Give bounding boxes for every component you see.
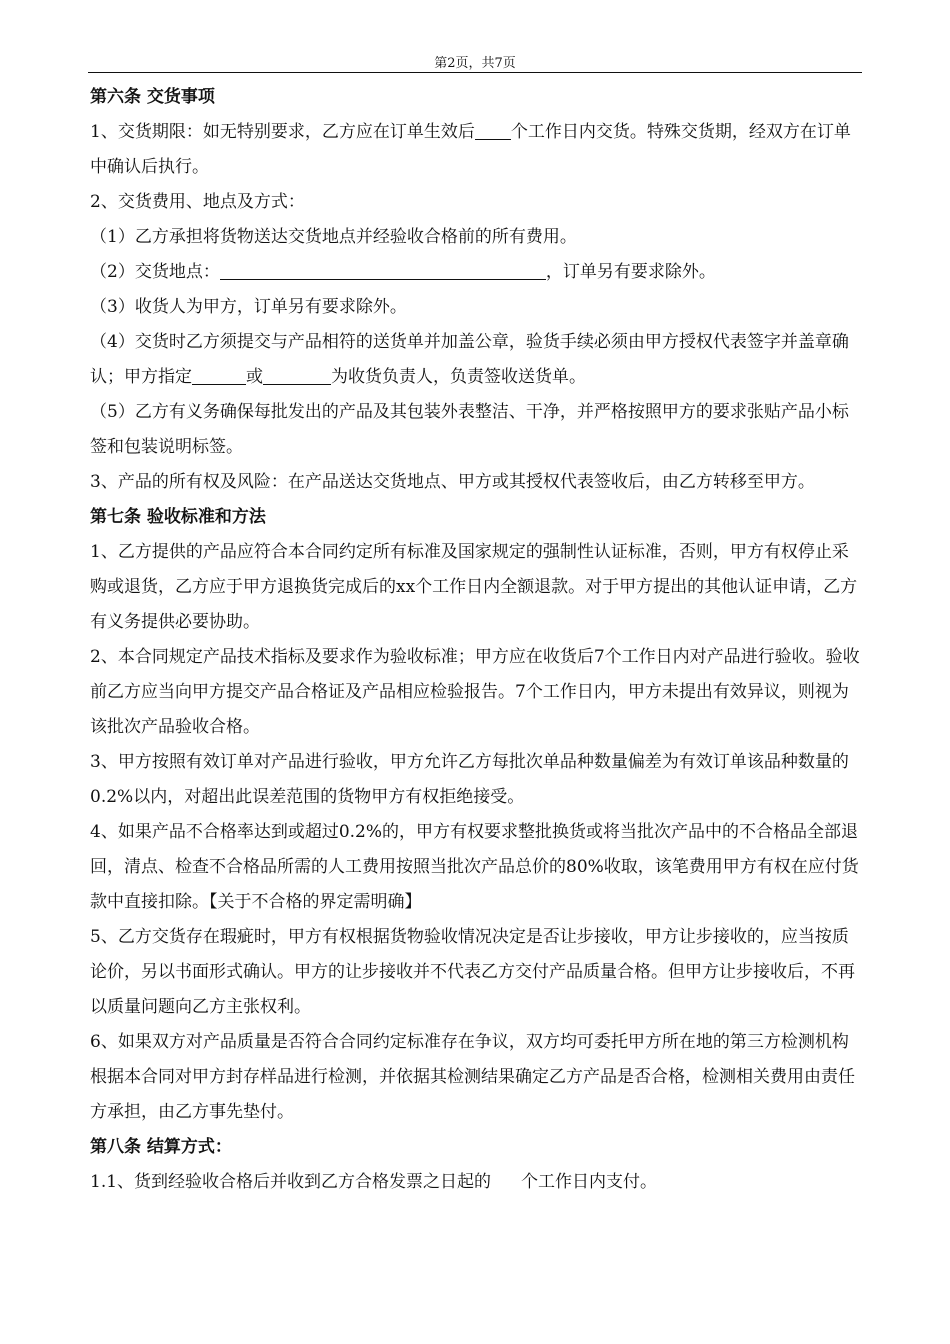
article-6-title: 第六条 交货事项 [90, 87, 215, 107]
article-8-title: 第八条 结算方式： [90, 1137, 232, 1157]
article-6-sub-5: （5）乙方有义务确保每批发出的产品及其包装外表整洁、干净，并严格按照甲方的要求张贴产品小标签和包装说明标签。 [90, 402, 849, 457]
article-6-sub-1: （1）乙方承担将货物送达交货地点并经验收合格前的所有费用。 [90, 227, 577, 247]
article-7-clause-6: 6、如果双方对产品质量是否符合合同约定标准存在争议，双方均可委托甲方所在地的第三方检测机构根据本合同对甲方封存样品进行检测，并依据其检测结果确定乙方产品是否合格，检测相关费用由责任方承担，由乙方事先垫付。 [90, 1032, 855, 1122]
article-6-sub-3: （3）收货人为甲方，订单另有要求除外。 [90, 297, 407, 317]
clause-text: （4）交货时乙方须提交与产品相符的送货单并加盖公章，验货手续必须由甲方授权代表签字并盖章确认；甲方指定 [90, 332, 849, 387]
clause-text: 或 [246, 367, 263, 387]
blank-delivery-location-field [220, 261, 546, 280]
contract-body [90, 80, 862, 1200]
article-7-clause-4: 4、如果产品不合格率达到或超过0.2%的，甲方有权要求整批换货或将当批次产品中的不合格品全部退回，清点、检查不合格品所需的人工费用按照当批次产品总价的80%收取，该笔费用甲方有权在应付货款中直接扣除。【关于不合格的界定需明确】 [90, 822, 859, 912]
page-number-header: 第2页，共7页 [434, 56, 516, 71]
clause-text: 个工作日内交货。特殊交货期，经双方在订单中确认后执行。 [90, 122, 851, 177]
article-6-sub-4 [90, 325, 862, 395]
header-divider [88, 72, 862, 73]
article-6-clause-1 [90, 115, 862, 185]
article-7-clause-1: 1、乙方提供的产品应符合本合同约定所有标准及国家规定的强制性认证标准，否则，甲方有权停止采购或退货，乙方应于甲方退换货完成后的xx个工作日内全额退款。对于甲方提出的其他认证申请，乙方有义务提供必要协助。 [90, 542, 858, 632]
article-7-clause-3: 3、甲方按照有效订单对产品进行验收，甲方允许乙方每批次单品种数量偏差为有效订单该品种数量的0.2%以内，对超出此误差范围的货物甲方有权拒绝接受。 [90, 752, 849, 807]
clause-text: 1、交货期限：如无特别要求，乙方应在订单生效后 [90, 122, 475, 142]
article-6-sub-2 [90, 255, 862, 290]
clause-text: ，订单另有要求除外。 [545, 262, 716, 282]
clause-text: 1.1、货到经验收合格后并收到乙方合格发票之日起的 [90, 1172, 492, 1192]
blank-receiver-1-field [192, 366, 246, 385]
clause-text: 为收货负责人，负责签收送货单。 [331, 367, 586, 387]
article-6-clause-2: 2、交货费用、地点及方式： [90, 192, 305, 212]
clause-text: 个工作日内支付。 [521, 1172, 658, 1192]
clause-text: （2）交货地点： [90, 262, 220, 282]
article-7-title: 第七条 验收标准和方法 [90, 507, 266, 527]
article-6-clause-3: 3、产品的所有权及风险：在产品送达交货地点、甲方或其授权代表签收后，由乙方转移至甲方。 [90, 472, 815, 492]
blank-workdays-field [475, 121, 511, 140]
article-8-clause-1 [90, 1165, 862, 1200]
article-7-clause-5: 5、乙方交货存在瑕疵时，甲方有权根据货物验收情况决定是否让步接收，甲方让步接收的，应当按质论价，另以书面形式确认。甲方的让步接收并不代表乙方交付产品质量合格。但甲方让步接收后，不再以质量问题向乙方主张权利。 [90, 927, 855, 1017]
blank-receiver-2-field [263, 366, 331, 385]
article-7-clause-2: 2、本合同规定产品技术指标及要求作为验收标准；甲方应在收货后7个工作日内对产品进行验收。验收前乙方应当向甲方提交产品合格证及产品相应检验报告。7个工作日内，甲方未提出有效异议，则视为该批次产品验收合格。 [90, 647, 860, 737]
